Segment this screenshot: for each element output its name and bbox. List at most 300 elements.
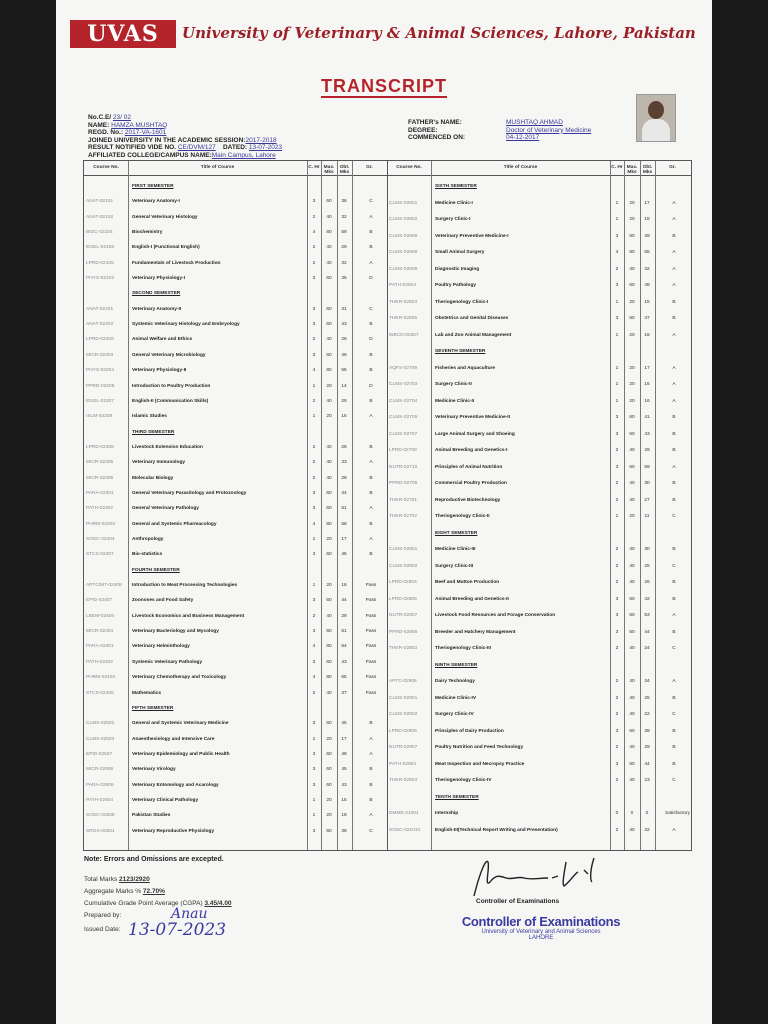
course-row: [387, 497, 690, 504]
course-code: NUTR-02807: [389, 613, 418, 618]
max-marks: 20: [629, 200, 635, 206]
credit-hours: 3: [615, 596, 619, 602]
obtained-marks: 29: [644, 745, 650, 750]
max-marks: 40: [629, 580, 635, 585]
course-row: [387, 431, 690, 438]
course-title: General Veterinary Histology: [132, 214, 198, 220]
max-marks: 20: [629, 398, 635, 404]
course-title: Surgery Clinic-I: [435, 217, 471, 222]
credit-hours: 2: [615, 547, 619, 552]
grade: A: [672, 332, 676, 338]
grade: A: [369, 736, 373, 742]
course-code: CLMS-02705: [389, 415, 418, 420]
credit-hours: 2: [615, 745, 619, 750]
max-marks: 20: [629, 332, 635, 338]
course-row: [387, 266, 690, 273]
max-marks: 60: [326, 322, 332, 328]
grade: A: [369, 813, 373, 819]
grade: Pass: [365, 659, 377, 665]
course-title: Systemic Veterinary Pathology: [132, 659, 203, 665]
course-row: [387, 480, 690, 487]
student-photo: [636, 94, 676, 142]
obtained-marks: 0: [645, 811, 649, 816]
session: 2017-2018: [245, 136, 277, 144]
credit-hours: 1: [312, 736, 316, 742]
grade: B: [672, 580, 676, 585]
grade: A: [672, 398, 676, 404]
max-marks: 40: [629, 745, 635, 750]
course-title: Livestock Food Resources and Forage Conservation: [435, 613, 556, 618]
document-title: TRANSCRIPT: [321, 76, 447, 96]
course-row: [84, 214, 387, 221]
course-code: THER-02605: [389, 316, 417, 321]
course-row: [84, 260, 387, 267]
semester-heading: [387, 530, 690, 537]
course-row: [84, 536, 387, 543]
course-code: PHYS-02103: [86, 276, 114, 282]
max-marks: 20: [326, 797, 332, 803]
grade: C: [369, 306, 373, 312]
result-number: CE/DVM/127: [177, 144, 216, 152]
prepared-signature: Anau: [171, 906, 208, 922]
course-title: Medicine Clinic-II: [435, 398, 475, 404]
grade: A: [369, 260, 373, 266]
grade: A: [672, 613, 676, 618]
max-marks: 40: [629, 778, 635, 783]
grade: B: [672, 547, 676, 552]
course-title: Introduction to Meat Processing Technologies: [132, 583, 238, 589]
obtained-marks: 47: [644, 316, 650, 321]
max-marks: 60: [326, 629, 332, 635]
course-row: [84, 444, 387, 451]
course-row: [84, 413, 387, 420]
grade: C: [672, 712, 676, 717]
course-row: [84, 229, 387, 236]
course-title: Animal Breeding and Genetics-I: [435, 448, 508, 453]
semester-label: SECOND SEMESTER: [132, 291, 181, 297]
credit-hours: 3: [615, 316, 619, 321]
course-code: SOSC-02508: [86, 813, 115, 819]
max-marks: 40: [629, 563, 635, 569]
credit-hours: 3: [312, 659, 316, 665]
max-marks: 60: [629, 431, 635, 437]
course-code: WBCD-02607: [389, 332, 419, 338]
max-marks: 40: [629, 481, 635, 486]
credit-hours: 2: [615, 497, 619, 503]
university-header: [70, 16, 700, 52]
course-title: Dairy Technology: [435, 679, 475, 684]
table-header-cell: Max. Mks: [323, 165, 335, 175]
credit-hours: 3: [312, 552, 316, 558]
grade: B: [369, 352, 373, 358]
course-title: Introduction to Poultry Production: [132, 383, 211, 389]
grade: A: [369, 414, 373, 420]
obtained-marks: 51: [341, 506, 347, 512]
course-row: [84, 720, 387, 727]
course-title: Surgery Clinic-III: [435, 563, 474, 569]
credit-hours: 3: [312, 598, 316, 604]
obtained-marks: 53: [644, 613, 650, 618]
course-row: [84, 383, 387, 390]
course-code: CLMS-02609: [389, 266, 418, 272]
course-row: [387, 332, 690, 339]
student-info-right: FATHER's NAME: DEGREE: COMMENCED ON:: [408, 119, 466, 142]
max-marks: 20: [629, 514, 635, 519]
max-marks: 60: [629, 233, 635, 239]
course-row: [84, 352, 387, 359]
aggregate-marks: 72.70%: [142, 888, 165, 895]
semester-heading: [84, 183, 387, 190]
course-row: [84, 736, 387, 743]
course-row: [387, 827, 690, 834]
course-row: [387, 447, 690, 454]
grade: Pass: [365, 598, 377, 604]
course-title: Veterinary Clinical Pathology: [132, 797, 199, 803]
controller-signature: [466, 852, 626, 900]
max-marks: 60: [629, 613, 635, 618]
course-row: [84, 490, 387, 497]
course-title: Anthropology: [132, 537, 164, 543]
credit-hours: 4: [312, 675, 316, 681]
grade: A: [369, 751, 373, 757]
course-code: PARA-02401: [86, 644, 114, 650]
course-row: [84, 751, 387, 758]
obtained-marks: 11: [644, 514, 650, 519]
obtained-marks: 45: [341, 721, 347, 727]
course-title: Fundamentals of Livestock Production: [132, 260, 221, 266]
issued-date-handwritten: 13-07-2023: [128, 920, 227, 940]
totals-block: Total Marks 2123/2920 Aggregate Marks % 72.70% Cumulative Grade Point Average (CGPA) 3.45/4.00 Prepared by: Issued Date:: [84, 876, 232, 933]
course-title: Livestock Extension Education: [132, 444, 203, 450]
credit-hours: 3: [312, 721, 316, 727]
max-marks: 40: [629, 266, 635, 272]
course-code: ENGL-02207: [86, 398, 114, 404]
course-code: APTC/MT-02408: [86, 583, 122, 589]
course-code: ISLM-02208: [86, 414, 113, 420]
ce-number: 23/ 02: [112, 114, 132, 121]
course-row: [387, 810, 690, 817]
course-code: PARA-02301: [86, 490, 114, 496]
course-title: Animal Welfare and Ethics: [132, 337, 193, 343]
max-marks: 40: [326, 260, 332, 266]
obtained-marks: 33: [341, 460, 347, 466]
course-code: CLMS-02502: [86, 721, 115, 727]
credit-hours: 3: [615, 415, 619, 420]
course-code: DMME-21001: [389, 811, 419, 816]
semester-label: FOURTH SEMESTER: [132, 567, 180, 573]
grade: B: [672, 629, 676, 635]
obtained-marks: 35: [341, 276, 347, 282]
course-title: Fisheries and Aquaculture: [435, 365, 496, 371]
max-marks: 60: [326, 352, 332, 358]
credit-hours: 1: [615, 382, 619, 387]
max-marks: 60: [326, 276, 332, 282]
student-info-right-values: [506, 119, 591, 142]
obtained-marks: 29: [644, 448, 650, 453]
obtained-marks: 18: [644, 217, 650, 222]
credit-hours: 3: [312, 782, 316, 788]
obtained-marks: 17: [341, 736, 347, 742]
grade: B: [369, 230, 373, 236]
course-row: [84, 198, 387, 205]
course-title: Internship: [435, 811, 459, 816]
table-header-cell: Title of Course: [200, 165, 235, 170]
max-marks: 40: [326, 613, 332, 619]
obtained-marks: 42: [644, 596, 650, 602]
college: Main Campus, Lahore: [211, 151, 276, 159]
grade: Pass: [365, 613, 377, 619]
obtained-marks: 25: [644, 695, 650, 701]
regd-number: 2017-VA-1601: [124, 129, 167, 137]
max-marks: 20: [629, 382, 635, 387]
max-marks: 60: [326, 828, 332, 834]
max-marks: 60: [326, 598, 332, 604]
max-marks: 80: [326, 644, 332, 650]
credit-hours: 1: [312, 383, 316, 389]
course-title: English-III(Technical Report Writing and Presentation): [435, 827, 558, 833]
university-name: University of Veterinary & Animal Sciences, Lahore, Pakistan: [182, 24, 696, 42]
table-header-cell: Gr.: [366, 165, 373, 170]
course-code: NUTR-02907: [389, 745, 418, 750]
grade: A: [672, 679, 676, 684]
credit-hours: 2: [312, 475, 316, 481]
course-row: [387, 513, 690, 520]
course-row: [84, 306, 387, 313]
grade: B: [369, 490, 373, 496]
credit-hours: 1: [312, 537, 316, 543]
credit-hours: 3: [615, 728, 619, 734]
course-code: MICR-02404: [86, 629, 114, 635]
credit-hours: 2: [615, 580, 619, 585]
errors-note: Note: Errors and Omissions are excepted.: [84, 856, 224, 863]
obtained-marks: 65: [644, 250, 650, 255]
grade: C: [369, 199, 373, 205]
grade: A: [369, 506, 373, 512]
obtained-marks: 27: [644, 497, 650, 503]
course-title: Anaesthesiology and Intensive Care: [132, 736, 215, 742]
obtained-marks: 25: [644, 563, 650, 569]
course-code: CLMS-02606: [389, 233, 418, 239]
course-code: EPID-02507: [86, 751, 113, 757]
course-row: [387, 645, 690, 652]
obtained-marks: 59: [644, 464, 650, 470]
course-title: Small Animal Surgery: [435, 250, 485, 255]
max-marks: 60: [629, 596, 635, 602]
course-row: [84, 690, 387, 697]
course-title: Lab and Zoo Animal Management: [435, 332, 512, 338]
obtained-marks: 32: [644, 266, 650, 272]
credit-hours: 3: [312, 506, 316, 512]
course-code: SOSC-02304: [86, 537, 115, 543]
obtained-marks: 16: [341, 414, 347, 420]
course-title: Veterinary Preventive Medicine-I: [435, 233, 509, 239]
obtained-marks: 55: [341, 368, 347, 374]
grade: A: [672, 382, 676, 387]
max-marks: 60: [326, 552, 332, 558]
course-title: General Veterinary Parasitology and Protozoology: [132, 490, 247, 496]
course-title: Zoonoses and Food Safety: [132, 598, 194, 604]
course-row: [387, 777, 690, 784]
obtained-marks: 26: [341, 337, 347, 343]
grade: B: [369, 721, 373, 727]
semester-heading: [387, 348, 690, 355]
obtained-marks: 44: [644, 629, 650, 635]
credit-hours: 1: [312, 797, 316, 803]
table-header-cell: C. Hr: [611, 165, 623, 170]
credit-hours: 2: [312, 245, 316, 251]
course-row: [387, 546, 690, 553]
course-row: [84, 521, 387, 528]
obtained-marks: 44: [341, 598, 347, 604]
grade: Pass: [365, 583, 377, 589]
obtained-marks: 29: [341, 398, 347, 404]
max-marks: 20: [629, 299, 635, 305]
semester-label: FIRST SEMESTER: [132, 184, 174, 189]
course-row: [387, 282, 690, 289]
course-title: Biochemistry: [132, 230, 163, 236]
course-title: General and Systemic Pharmacology: [132, 521, 217, 527]
course-code: PPRD-02806: [389, 629, 418, 635]
obtained-marks: 41: [644, 415, 650, 420]
max-marks: 40: [629, 497, 635, 503]
credit-hours: 1: [615, 200, 619, 206]
credit-hours: 2: [615, 448, 619, 453]
course-title: Veterinary Epidemiology and Public Health: [132, 751, 230, 757]
uvas-logo: UVAS: [70, 20, 176, 48]
obtained-marks: 28: [341, 475, 347, 481]
credit-hours: 2: [615, 266, 619, 272]
credit-hours: 3: [615, 761, 619, 767]
course-row: [84, 628, 387, 635]
credit-hours: 4: [312, 230, 316, 236]
obtained-marks: 17: [341, 537, 347, 543]
obtained-marks: 14: [341, 383, 347, 389]
course-row: [387, 315, 690, 322]
obtained-marks: 44: [341, 490, 347, 496]
course-title: Surgery Clinic-II: [435, 382, 472, 387]
semester-heading: [387, 794, 690, 801]
grade: B: [369, 398, 373, 404]
credit-hours: 3: [615, 233, 619, 239]
obtained-marks: 48: [644, 283, 650, 288]
course-title: Veterinary Immunology: [132, 460, 186, 466]
obtained-marks: 32: [644, 827, 650, 833]
obtained-marks: 39: [644, 233, 650, 239]
obtained-marks: 46: [341, 352, 347, 358]
cgpa: 3.45/4.00: [204, 900, 232, 907]
course-title: Theriogenology Clinic-III: [435, 646, 491, 651]
table-header-cell: Max. Mks: [626, 165, 638, 175]
credit-hours: 1: [615, 332, 619, 338]
course-row: [84, 582, 387, 589]
course-title: General Veterinary Microbiology: [132, 352, 206, 358]
table-header-cell: Gr.: [669, 165, 676, 170]
grade: C: [369, 828, 373, 834]
course-title: Medicine Clinic-IV: [435, 695, 477, 701]
course-row: [84, 613, 387, 620]
credit-hours: 1: [615, 398, 619, 404]
course-row: [84, 367, 387, 374]
credit-hours: 3: [312, 352, 316, 358]
course-code: STCS-02307: [86, 552, 114, 558]
table-header-cell: Course No.: [93, 165, 119, 170]
credit-hours: 3: [312, 490, 316, 496]
grade: A: [369, 214, 373, 220]
credit-hours: 2: [312, 690, 316, 696]
course-code: LPRD-02804: [389, 580, 417, 585]
course-title: Veterinary Helminthology: [132, 644, 190, 650]
credit-hours: 4: [615, 250, 619, 255]
controller-label: Controller of Examinations: [476, 898, 560, 905]
max-marks: 40: [629, 646, 635, 651]
course-title: Veterinary Chemotherapy and Toxicology: [132, 675, 227, 681]
grade: Pass: [365, 629, 377, 635]
course-title: Theriogenology Clinic-II: [435, 514, 490, 519]
credit-hours: 2: [312, 337, 316, 343]
table-header-cell: Course No.: [396, 165, 422, 170]
course-title: Veterinary Anatomy-I: [132, 199, 180, 205]
obtained-marks: 38: [341, 828, 347, 834]
course-code: SRGS-02501: [86, 828, 115, 834]
credit-hours: 4: [312, 368, 316, 374]
obtained-marks: 32: [341, 260, 347, 266]
max-marks: 0: [630, 811, 634, 816]
course-row: [84, 275, 387, 282]
course-code: THER-02903: [389, 778, 417, 783]
course-row: [387, 216, 690, 223]
credit-hours: 1: [312, 414, 316, 420]
max-marks: 60: [326, 490, 332, 496]
max-marks: 40: [326, 475, 332, 481]
course-code: CLMS-02503: [86, 736, 115, 742]
credit-hours: 1: [312, 813, 316, 819]
semester-label: TENTH SEMESTER: [435, 794, 479, 800]
controller-stamp: Controller of Examinations University of Veterinary and Animal Sciences LAHORE: [461, 914, 621, 941]
obtained-marks: 45: [341, 767, 347, 773]
course-title: Veterinary Reproductive Physiology: [132, 828, 215, 834]
course-code: ANAT-02102: [86, 214, 114, 220]
semester-heading: [84, 290, 387, 297]
max-marks: 80: [326, 230, 332, 236]
course-title: Medicine Clinic-III: [435, 547, 476, 552]
course-title: Systemic Veterinary Histology and Embryology: [132, 322, 240, 328]
course-code: PHRM-02403: [86, 675, 116, 681]
course-title: Medicine Clinic-I: [435, 200, 473, 206]
obtained-marks: 24: [644, 646, 650, 651]
semester-label: SIXTH SEMESTER: [435, 184, 477, 189]
credit-hours: 2: [615, 563, 619, 569]
max-marks: 80: [326, 675, 332, 681]
max-marks: 40: [326, 398, 332, 404]
grade: A: [672, 250, 676, 255]
max-marks: 60: [629, 283, 635, 288]
course-row: [387, 563, 690, 570]
course-title: Veterinary Preventive Medicine-II: [435, 415, 510, 420]
total-marks: 2123/2920: [119, 876, 150, 883]
credit-hours: 1: [615, 365, 619, 371]
max-marks: 80: [326, 521, 332, 527]
credit-hours: 2: [312, 613, 316, 619]
credit-hours: 3: [615, 613, 619, 618]
max-marks: 60: [326, 506, 332, 512]
credit-hours: 1: [312, 583, 316, 589]
course-code: STCS-02405: [86, 690, 114, 696]
course-row: [387, 299, 690, 306]
course-row: [387, 596, 690, 603]
course-title: Diagnostic Imaging: [435, 266, 480, 272]
table-header-cell: Obt. Mks: [642, 165, 653, 175]
obtained-marks: 64: [341, 644, 347, 650]
